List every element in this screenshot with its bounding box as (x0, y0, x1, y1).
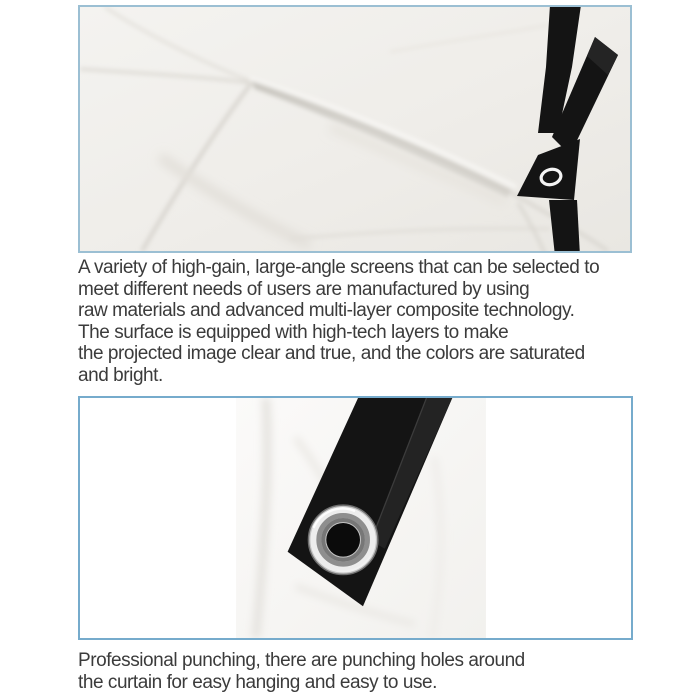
description-line: and bright. (78, 364, 163, 386)
grommet-large-icon (308, 505, 377, 574)
description-line: Professional punching, there are punching holes around (78, 650, 525, 671)
bottom-product-photo-frame (78, 396, 633, 640)
top-product-photo-frame (78, 5, 632, 253)
description-line: meet different needs of users are manufactured by using (78, 278, 530, 300)
screen-fabric-photo (80, 7, 630, 251)
description-line: the curtain for easy hanging and easy to use. (78, 671, 437, 693)
grommet-closeup-photo (235, 398, 487, 638)
description-line: The surface is equipped with high-tech layers to make (78, 321, 509, 343)
description-line: A variety of high-gain, large-angle screens that can be selected to (78, 257, 600, 278)
description-line: the projected image clear and true, and the colors are saturated (78, 343, 585, 364)
description-line: raw materials and advanced multi-layer composite technology. (78, 300, 575, 321)
screen-description-text (78, 257, 658, 386)
punching-description-text (78, 650, 658, 693)
